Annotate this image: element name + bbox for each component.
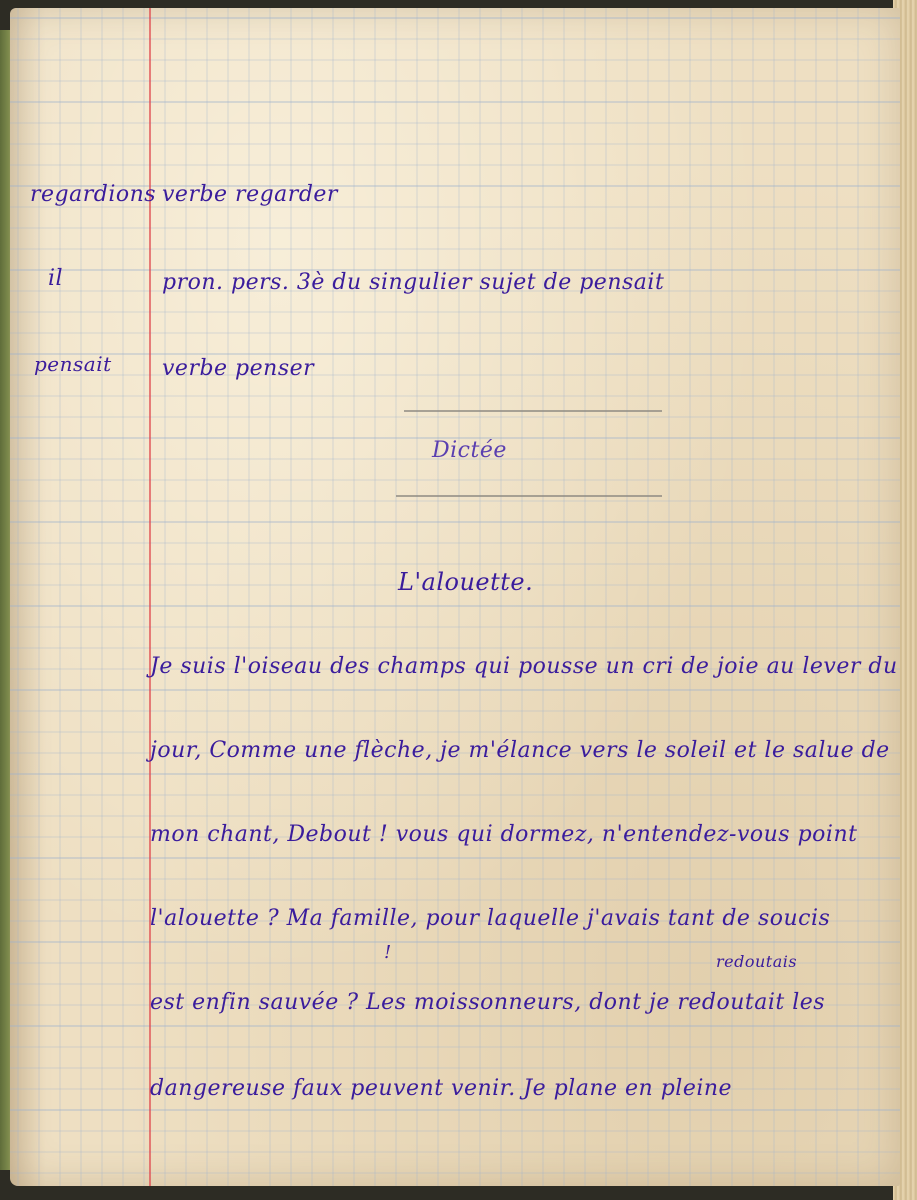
analysis-description: verbe penser bbox=[162, 356, 315, 381]
analysis-word: regardions bbox=[30, 182, 157, 207]
section-title: Dictée bbox=[432, 438, 507, 463]
dictation-line: est enfin sauvée ? Les moissonneurs, dont je redoutait les bbox=[150, 990, 826, 1015]
dictation-line: jour, Comme une flèche, je m'élance vers le soleil et le salue de bbox=[150, 738, 890, 763]
dictation-line: l'alouette ? Ma famille, pour laquelle j'avais tant de soucis bbox=[150, 906, 831, 931]
analysis-word: il bbox=[48, 266, 64, 291]
pencil-rule-bottom bbox=[396, 495, 662, 497]
pencil-rule-top bbox=[404, 410, 662, 412]
dictation-line: Je suis l'oiseau des champs qui pousse un cri de joie au lever du bbox=[150, 654, 898, 679]
notebook-page bbox=[10, 8, 900, 1186]
dictation-title: L'alouette. bbox=[398, 568, 534, 596]
analysis-word: pensait bbox=[34, 352, 112, 376]
dictation-line: dangereuse faux peuvent venir. Je plane en pleine bbox=[150, 1076, 733, 1101]
correction-insert: redoutais bbox=[716, 952, 798, 971]
correction-mark: ! bbox=[384, 942, 392, 963]
analysis-description: pron. pers. 3è du singulier sujet de pensait bbox=[162, 270, 665, 295]
dictation-line: mon chant, Debout ! vous qui dormez, n'entendez-vous point bbox=[150, 822, 858, 847]
analysis-description: verbe regarder bbox=[162, 182, 338, 207]
